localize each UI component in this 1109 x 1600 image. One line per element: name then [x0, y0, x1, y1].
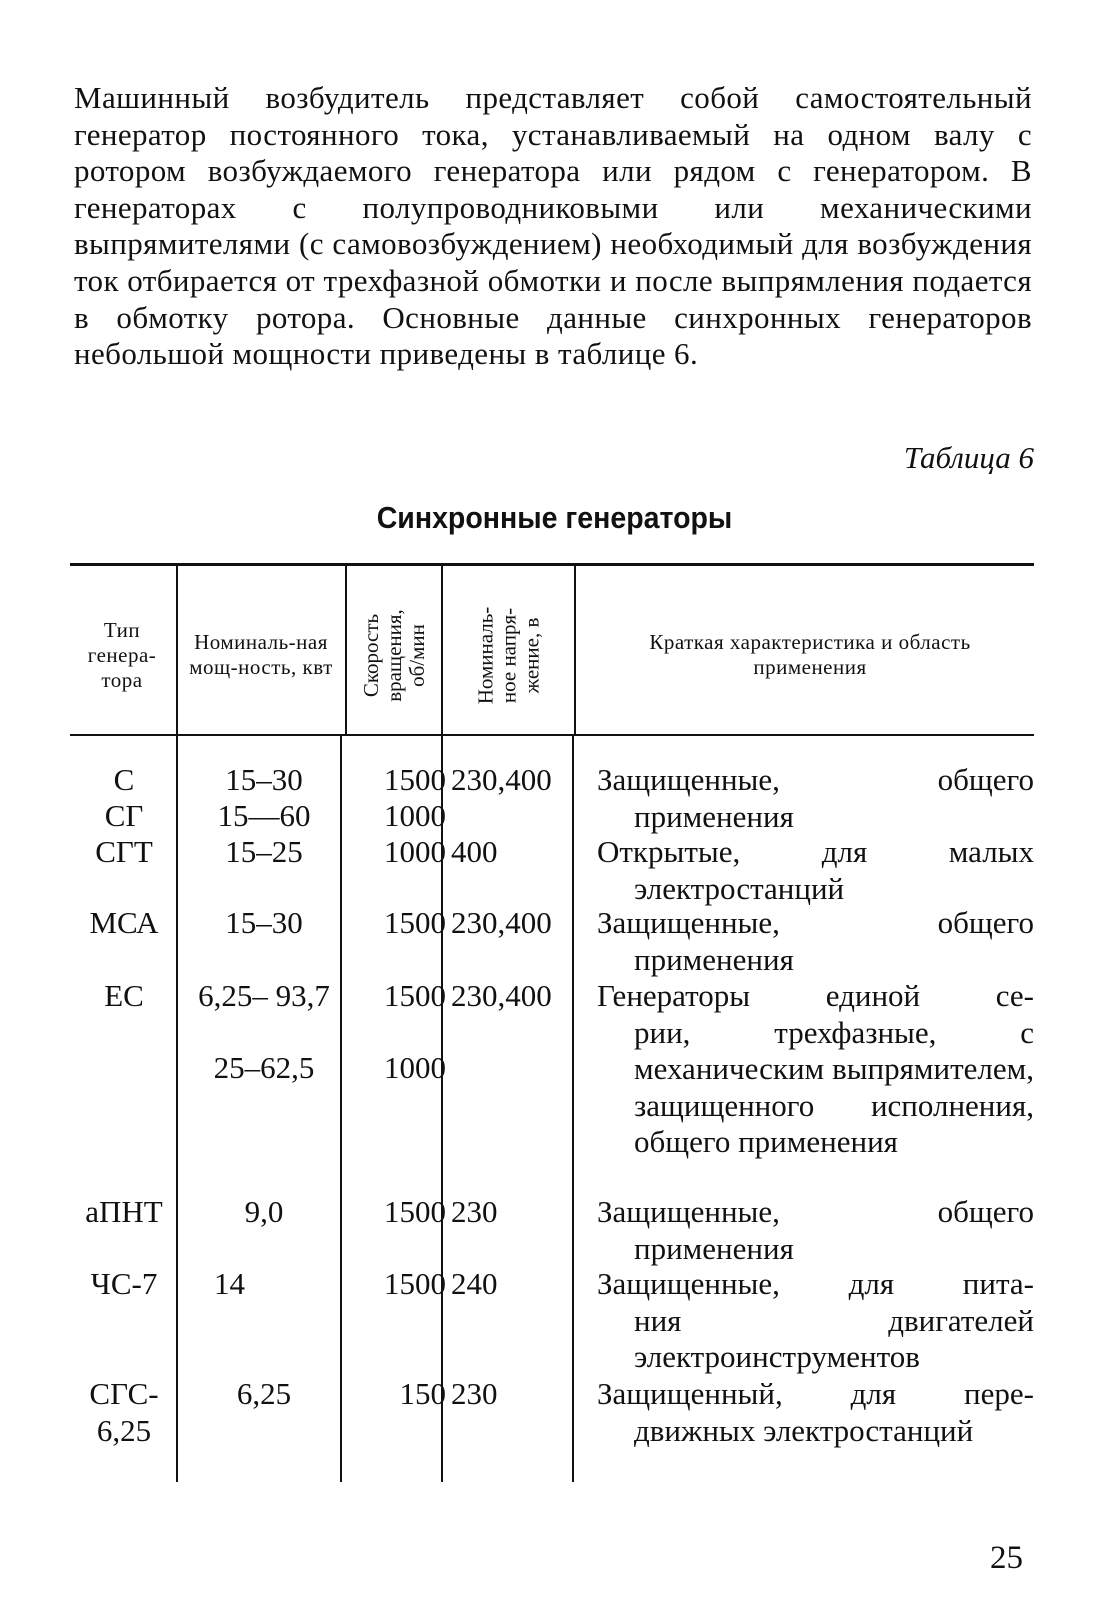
desc-rest: ния двигателей электроинструментов	[634, 1302, 1034, 1375]
desc-line: Защищенные, для пита-	[597, 1266, 1034, 1301]
header-bottom-rule	[70, 734, 1034, 736]
desc-rest: применения	[634, 798, 794, 834]
cell-type: аПНТ	[85, 1194, 163, 1229]
cell-voltage: 230	[451, 1194, 498, 1229]
cell-voltage: 240	[451, 1266, 498, 1301]
desc-rest: рии, трехфазные, с механическим выпрямителем, защищенного исполнения, общего применения	[634, 1014, 1034, 1160]
cell-speed: 150	[399, 1376, 446, 1411]
table-top-rule	[70, 563, 1034, 566]
cell-power: 15–25	[225, 834, 303, 869]
cell-type: МСА	[89, 905, 159, 940]
desc-rest: применения	[634, 1230, 794, 1266]
header-divider	[345, 566, 347, 734]
cell-speed: 1500	[384, 1266, 446, 1301]
table-label: Таблица 6	[903, 440, 1034, 475]
desc-line: Генераторы единой се-	[597, 978, 1034, 1013]
cell-voltage: 230,400	[451, 978, 552, 1013]
cell-type: СГС-6,25	[89, 1376, 159, 1448]
desc-line: Защищенный, для пере-	[597, 1376, 1034, 1411]
header-description: Краткая характеристика и область применения	[649, 630, 971, 679]
cell-speed: 1500	[384, 978, 446, 1013]
cell-voltage: 230,400	[451, 905, 552, 940]
cell-description	[597, 978, 1034, 1161]
cell-description	[597, 905, 1034, 978]
desc-line: Защищенные, общего	[597, 905, 1034, 940]
cell-speed: 1500	[384, 905, 446, 940]
header-speed-text: Скорость вращения, об/мин	[358, 608, 429, 702]
cell-type: ЕС	[104, 978, 144, 1013]
cell-power: 25–62,5	[213, 1050, 315, 1085]
cell-description	[597, 1194, 1034, 1267]
desc-line: Открытые, для малых	[597, 834, 1034, 869]
cell-description	[597, 762, 1034, 835]
cell-power: 6,25	[236, 1376, 292, 1411]
header-speed	[349, 580, 439, 730]
cell-speed: 1500	[384, 1194, 446, 1229]
cell-speed: 1000	[384, 834, 446, 869]
cell-power: 15—60	[217, 798, 311, 833]
desc-line: Защищенные, общего	[597, 1194, 1034, 1229]
body-paragraph: Машинный возбудитель представляет собой самостоятельный генератор постоянного тока, устанавливаемый на одном валу с ротором возбуждаемого генератора или рядом с генератором. В генераторах с полупроводниковыми или механическими выпрямителями (с самовозбуждением) необходимый для возбуждения ток отбирается от трехфазной обмотки и после выпрямления подается в обмотку ротора. Основные данные синхронных генераторов небольшой мощности приведены в таблице 6.	[74, 80, 1032, 372]
header-voltage-text: Номиналь-ное напря-жение, в	[473, 606, 544, 704]
cell-speed: 1000	[384, 1050, 446, 1085]
cell-power: 15–30	[225, 905, 303, 940]
header-divider	[176, 566, 178, 734]
header-power: Номиналь-ная мощ-ность, квт	[189, 630, 333, 679]
cell-speed: 1000	[384, 798, 446, 833]
cell-type: СГТ	[95, 834, 153, 869]
desc-rest: электростанций	[634, 870, 845, 906]
cell-voltage: 400	[451, 834, 498, 869]
cell-type: ЧС-7	[90, 1266, 158, 1301]
header-voltage	[446, 580, 572, 730]
header-divider	[441, 566, 443, 734]
desc-line: Защищенные, общего	[597, 762, 1034, 797]
header-type: Тип генера-тора	[87, 617, 157, 692]
cell-power: 15–30	[225, 762, 303, 797]
cell-voltage: 230,400	[451, 762, 552, 797]
cell-power: 6,25– 93,7	[198, 978, 330, 1013]
page-number: 25	[990, 1540, 1023, 1576]
desc-rest: применения	[634, 941, 794, 977]
cell-type: СГ	[104, 798, 144, 833]
cell-description	[597, 1266, 1034, 1376]
header-divider	[574, 566, 576, 734]
cell-type: С	[113, 762, 135, 797]
desc-rest: движных электростанций	[634, 1412, 974, 1448]
cell-power: 14	[214, 1266, 245, 1301]
table-title: Синхронные генераторы	[376, 500, 733, 535]
cell-voltage: 230	[451, 1376, 498, 1411]
cell-description	[597, 834, 1034, 907]
cell-description	[597, 1376, 1034, 1449]
cell-power: 9,0	[244, 1194, 284, 1229]
cell-speed: 1500	[384, 762, 446, 797]
